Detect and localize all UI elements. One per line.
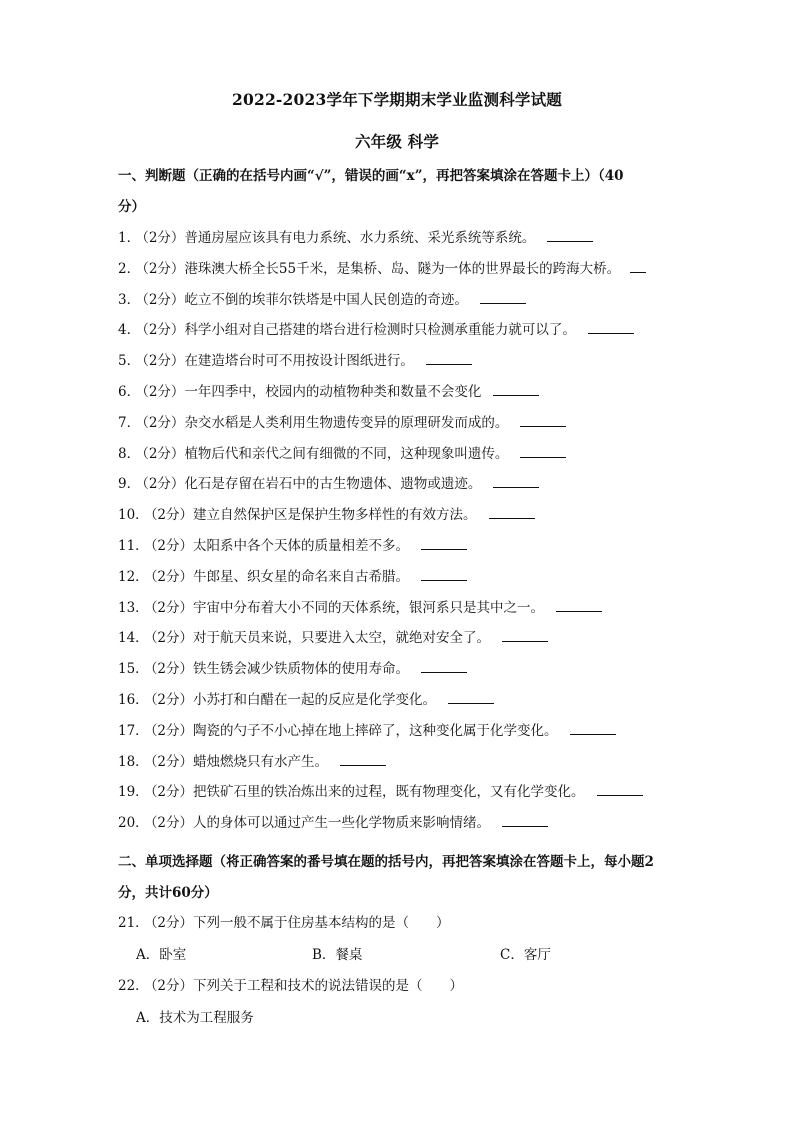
question-number: 1． bbox=[118, 230, 141, 246]
question-13 bbox=[118, 598, 718, 618]
question-text: 在建造塔台时可不用按设计图纸进行。 bbox=[184, 353, 414, 369]
answer-blank[interactable] bbox=[502, 815, 548, 827]
answer-blank[interactable] bbox=[597, 784, 643, 796]
question-19 bbox=[118, 782, 718, 802]
question-number: 18． bbox=[118, 754, 149, 770]
question-text: 太阳系中各个天体的质量相差不多。 bbox=[193, 538, 410, 554]
question-score: （2分） bbox=[150, 784, 194, 800]
question-2 bbox=[118, 259, 718, 279]
section-1-heading bbox=[118, 161, 718, 223]
question-number: 22． bbox=[118, 978, 149, 994]
question-score: （2分） bbox=[142, 415, 185, 431]
exam-title: 2022-2023学年下学期期末学业监测科学试题 bbox=[231, 90, 562, 109]
answer-blank[interactable] bbox=[448, 692, 494, 704]
option-a: A．技术为工程服务 bbox=[136, 1010, 254, 1026]
answer-blank[interactable] bbox=[480, 292, 526, 304]
question-number: 21． bbox=[118, 915, 149, 931]
option-a: A．卧室 bbox=[136, 947, 187, 963]
question-20 bbox=[118, 813, 718, 833]
answer-blank[interactable] bbox=[630, 261, 646, 273]
question-21 bbox=[118, 913, 718, 933]
question-score: （2分） bbox=[150, 507, 194, 523]
question-7 bbox=[118, 413, 718, 433]
question-text: 宇宙中分布着大小不同的天体系统，银河系只是其中之一。 bbox=[193, 600, 545, 616]
question-text: 人的身体可以通过产生一些化学物质来影响情绪。 bbox=[193, 815, 491, 831]
question-score: （2分） bbox=[150, 915, 194, 931]
question-text: 科学小组对自己搭建的塔台进行检测时只检测承重能力就可以了。 bbox=[184, 322, 576, 338]
question-5 bbox=[118, 351, 718, 371]
question-score: （2分） bbox=[150, 630, 194, 646]
answer-blank[interactable] bbox=[588, 322, 634, 334]
answer-blank[interactable] bbox=[520, 446, 566, 458]
question-score: （2分） bbox=[142, 292, 185, 308]
question-9 bbox=[118, 474, 718, 494]
question-16 bbox=[118, 690, 718, 710]
question-score: （2分） bbox=[150, 569, 194, 585]
question-score: （2分） bbox=[142, 476, 185, 492]
question-score: （2分） bbox=[150, 815, 194, 831]
question-number: 8． bbox=[118, 446, 141, 462]
question-number: 19． bbox=[118, 784, 149, 800]
question-number: 5． bbox=[118, 353, 141, 369]
question-text: 蜡烛燃烧只有水产生。 bbox=[193, 754, 329, 770]
answer-blank[interactable] bbox=[570, 723, 616, 735]
question-number: 3． bbox=[118, 292, 141, 308]
section-2-heading-line2: 分，共计60分） bbox=[118, 885, 218, 901]
question-4 bbox=[118, 320, 718, 340]
question-text: 牛郎星、织女星的命名来自古希腊。 bbox=[193, 569, 410, 585]
answer-blank[interactable] bbox=[493, 384, 539, 396]
question-17 bbox=[118, 721, 718, 741]
question-number: 2． bbox=[118, 261, 141, 277]
question-number: 12． bbox=[118, 569, 149, 585]
answer-blank[interactable] bbox=[520, 415, 566, 427]
question-score: （2分） bbox=[142, 353, 185, 369]
section-1-heading-line2: 分） bbox=[118, 199, 145, 215]
question-score: （2分） bbox=[142, 322, 185, 338]
question-text: 杂交水稻是人类利用生物遗传变异的原理研发而成的。 bbox=[184, 415, 509, 431]
answer-blank[interactable] bbox=[493, 476, 539, 488]
question-score: （2分） bbox=[142, 384, 185, 400]
question-number: 4． bbox=[118, 322, 141, 338]
question-text: 一年四季中，校园内的动植物种类和数量不会变化 bbox=[184, 384, 482, 400]
question-score: （2分） bbox=[142, 230, 185, 246]
question-text: 把铁矿石里的铁冶炼出来的过程，既有物理变化，又有化学变化。 bbox=[193, 784, 585, 800]
question-score: （2分） bbox=[150, 723, 194, 739]
question-text: 化石是存留在岩石中的古生物遗体、遗物或遗迹。 bbox=[184, 476, 482, 492]
question-number: 10． bbox=[118, 507, 149, 523]
answer-blank[interactable] bbox=[340, 754, 386, 766]
section-1-heading-line1: 一、判断题（正确的在括号内画“√”，错误的画“x”，再把答案填涂在答题卡上）（40 bbox=[118, 168, 624, 184]
answer-blank[interactable] bbox=[421, 538, 467, 550]
question-1 bbox=[118, 228, 718, 248]
question-number: 13． bbox=[118, 600, 149, 616]
question-11 bbox=[118, 536, 718, 556]
answer-blank[interactable] bbox=[502, 630, 548, 642]
question-8 bbox=[118, 444, 718, 464]
question-score: （2分） bbox=[150, 600, 194, 616]
section-2-heading bbox=[118, 847, 718, 909]
question-6 bbox=[118, 382, 718, 402]
question-number: 6． bbox=[118, 384, 141, 400]
question-number: 15． bbox=[118, 661, 149, 677]
question-3 bbox=[118, 290, 718, 310]
answer-blank[interactable] bbox=[421, 569, 467, 581]
question-12 bbox=[118, 567, 718, 587]
question-18 bbox=[118, 752, 718, 772]
option-b: B．餐桌 bbox=[312, 947, 363, 963]
answer-blank[interactable] bbox=[426, 353, 472, 365]
question-number: 11． bbox=[118, 538, 149, 554]
answer-blank[interactable] bbox=[547, 230, 593, 242]
answer-blank[interactable] bbox=[556, 600, 602, 612]
question-14 bbox=[118, 628, 718, 648]
question-10 bbox=[118, 505, 718, 525]
question-number: 16． bbox=[118, 692, 149, 708]
question-text: 铁生锈会减少铁质物体的使用寿命。 bbox=[193, 661, 410, 677]
question-text: 普通房屋应该具有电力系统、水力系统、采光系统等系统。 bbox=[184, 230, 536, 246]
question-number: 17． bbox=[118, 723, 149, 739]
question-text: 植物后代和亲代之间有细微的不同，这种现象叫遗传。 bbox=[184, 446, 509, 462]
question-number: 20． bbox=[118, 815, 149, 831]
question-text: 陶瓷的勺子不小心掉在地上摔碎了，这种变化属于化学变化。 bbox=[193, 723, 558, 739]
question-score: （2分） bbox=[142, 261, 185, 277]
question-22 bbox=[118, 976, 718, 996]
question-text: 建立自然保护区是保护生物多样性的有效方法。 bbox=[193, 507, 477, 523]
question-score: （2分） bbox=[150, 978, 194, 994]
question-text: 屹立不倒的埃菲尔铁塔是中国人民创造的奇迹。 bbox=[184, 292, 468, 308]
question-score: （2分） bbox=[150, 538, 194, 554]
answer-blank[interactable] bbox=[489, 507, 535, 519]
question-text: 港珠澳大桥全长55千米，是集桥、岛、隧为一体的世界最长的跨海大桥。 bbox=[184, 261, 621, 277]
question-number: 9． bbox=[118, 476, 141, 492]
option-c: C．客厅 bbox=[500, 947, 551, 963]
question-text: 下列关于工程和技术的说法错误的是（ ） bbox=[193, 978, 464, 994]
question-15 bbox=[118, 659, 718, 679]
section-2-heading-line1: 二、单项选择题（将正确答案的番号填在题的括号内，再把答案填涂在答题卡上，每小题2 bbox=[118, 854, 654, 870]
question-score: （2分） bbox=[150, 692, 194, 708]
question-score: （2分） bbox=[150, 754, 194, 770]
question-score: （2分） bbox=[142, 446, 185, 462]
exam-subtitle: 六年级 科学 bbox=[354, 132, 440, 151]
answer-blank[interactable] bbox=[421, 661, 467, 673]
question-number: 7． bbox=[118, 415, 141, 431]
question-text: 对于航天员来说，只要进入太空，就绝对安全了。 bbox=[193, 630, 491, 646]
question-text: 小苏打和白醋在一起的反应是化学变化。 bbox=[193, 692, 437, 708]
question-score: （2分） bbox=[150, 661, 194, 677]
question-number: 14． bbox=[118, 630, 149, 646]
question-text: 下列一般不属于住房基本结构的是（ ） bbox=[193, 915, 450, 931]
